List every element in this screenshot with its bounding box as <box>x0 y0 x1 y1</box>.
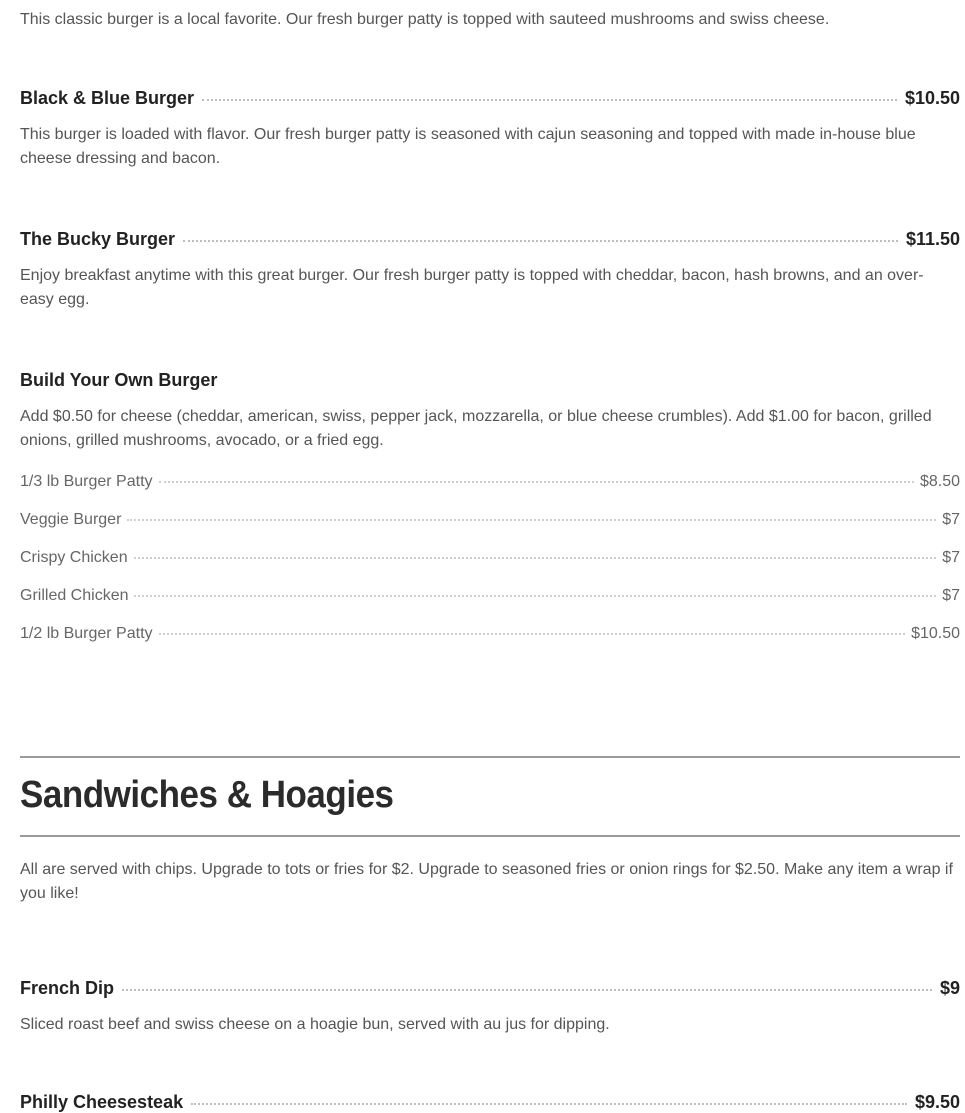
dot-leader <box>191 1103 907 1105</box>
dot-leader <box>159 633 906 635</box>
build-your-own-section <box>20 370 960 663</box>
section-divider-top <box>20 756 960 758</box>
menu-item-header <box>20 1092 960 1113</box>
menu-item-header <box>20 978 960 999</box>
build-your-own-title: Build Your Own Burger <box>20 370 218 390</box>
option-row <box>20 473 960 511</box>
option-name: Grilled Chicken <box>20 587 129 604</box>
option-name: Crispy Chicken <box>20 549 128 566</box>
menu-item-price: $11.50 <box>905 229 960 249</box>
option-row <box>20 549 960 587</box>
option-price: $8.50 <box>919 473 960 490</box>
option-price: $10.50 <box>911 625 960 642</box>
option-row <box>20 625 960 663</box>
menu-item-description: Sliced roast beef and swiss cheese on a hoagie bun, served with au jus for dipping. <box>20 1016 610 1033</box>
menu-item <box>20 1092 960 1113</box>
menu-item <box>20 978 960 1037</box>
dot-leader <box>202 99 897 101</box>
menu-item-price: $9 <box>939 978 960 998</box>
option-name: 1/2 lb Burger Patty <box>20 625 153 642</box>
option-name: Veggie Burger <box>20 511 122 528</box>
option-price: $7 <box>942 587 960 604</box>
intro-description: This classic burger is a local favorite. Our fresh burger patty is topped with sauteed mushrooms and swiss cheese. <box>20 11 830 28</box>
dot-leader <box>183 240 898 242</box>
section-divider-bottom <box>20 835 960 837</box>
dot-leader <box>122 989 932 991</box>
section-note: All are served with chips. Upgrade to tots or fries for $2. Upgrade to seasoned fries or onion rings for $2.50. Make any item a wrap if you like! <box>20 861 953 902</box>
menu-item-name: The Bucky Burger <box>20 229 176 249</box>
dot-leader <box>134 595 936 597</box>
dot-leader <box>134 557 937 559</box>
menu-item-description: Enjoy breakfast anytime with this great burger. Our fresh burger patty is topped with cheddar, bacon, hash browns, and an over-easy egg. <box>20 267 924 308</box>
menu-item-price: $10.50 <box>904 88 960 108</box>
menu-item-name: Philly Cheesesteak <box>20 1092 184 1112</box>
build-your-own-description: Add $0.50 for cheese (cheddar, american, swiss, pepper jack, mozzarella, or blue cheese crumbles). Add $1.00 for bacon, grilled onions, grilled mushrooms, avocado, or a fried egg. <box>20 408 932 449</box>
menu-item-name: French Dip <box>20 978 115 998</box>
option-row <box>20 511 960 549</box>
dot-leader <box>127 519 936 521</box>
menu-item <box>20 229 960 312</box>
dot-leader <box>159 481 914 483</box>
build-your-own-options <box>20 473 960 663</box>
option-row <box>20 587 960 625</box>
menu-item <box>20 88 960 171</box>
option-price: $7 <box>942 511 960 528</box>
menu-item-header <box>20 88 960 109</box>
option-name: 1/3 lb Burger Patty <box>20 473 153 490</box>
menu-item-description: This burger is loaded with flavor. Our fresh burger patty is seasoned with cajun seasoning and topped with made in-house blue cheese dressing and bacon. <box>20 126 916 167</box>
menu-item-price: $9.50 <box>914 1092 960 1112</box>
menu-item-name: Black & Blue Burger <box>20 88 195 108</box>
option-price: $7 <box>942 549 960 566</box>
section-title: Sandwiches & Hoagies <box>20 774 394 816</box>
menu-item-header <box>20 229 960 250</box>
